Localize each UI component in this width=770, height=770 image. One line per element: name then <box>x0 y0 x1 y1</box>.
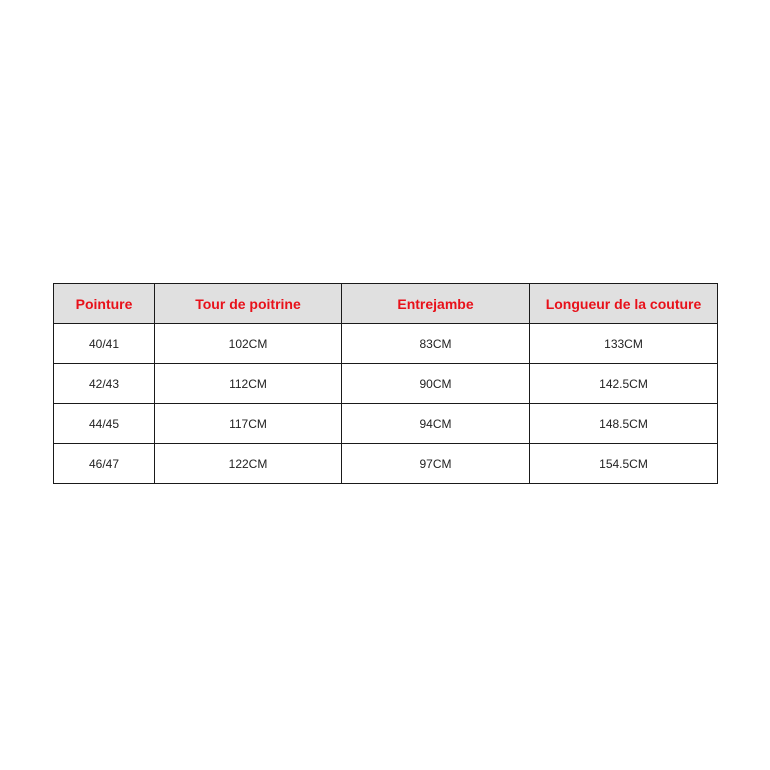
table-row <box>54 404 718 444</box>
cell-entrejambe: 83CM <box>342 324 530 364</box>
cell-longueur-couture: 142.5CM <box>530 364 718 404</box>
cell-entrejambe: 94CM <box>342 404 530 444</box>
table-row <box>54 364 718 404</box>
size-chart-table <box>53 283 718 484</box>
cell-longueur-couture: 133CM <box>530 324 718 364</box>
cell-pointure: 42/43 <box>54 364 155 404</box>
cell-pointure: 40/41 <box>54 324 155 364</box>
cell-entrejambe: 90CM <box>342 364 530 404</box>
table-row <box>54 324 718 364</box>
cell-tour-de-poitrine: 117CM <box>155 404 342 444</box>
cell-pointure: 44/45 <box>54 404 155 444</box>
table-row <box>54 444 718 484</box>
cell-tour-de-poitrine: 112CM <box>155 364 342 404</box>
header-pointure: Pointure <box>54 284 155 324</box>
header-longueur-couture: Longueur de la couture <box>530 284 718 324</box>
header-tour-de-poitrine: Tour de poitrine <box>155 284 342 324</box>
cell-entrejambe: 97CM <box>342 444 530 484</box>
cell-tour-de-poitrine: 102CM <box>155 324 342 364</box>
header-entrejambe: Entrejambe <box>342 284 530 324</box>
cell-longueur-couture: 148.5CM <box>530 404 718 444</box>
cell-pointure: 46/47 <box>54 444 155 484</box>
table-header-row <box>54 284 718 324</box>
cell-tour-de-poitrine: 122CM <box>155 444 342 484</box>
cell-longueur-couture: 154.5CM <box>530 444 718 484</box>
